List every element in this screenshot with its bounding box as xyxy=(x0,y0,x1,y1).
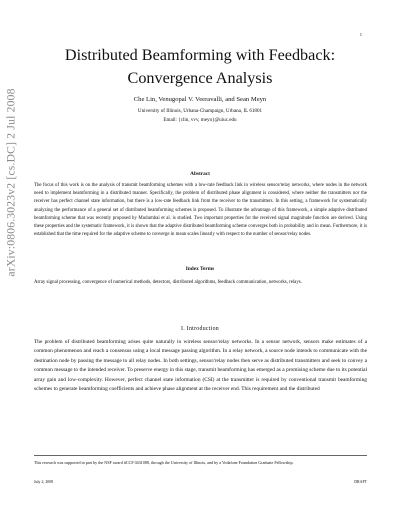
page-number: 1 xyxy=(359,32,362,37)
footer-date: July 2, 2008 xyxy=(34,480,54,484)
author-email: Email: {clin, vvv, meyn}@uiuc.edu xyxy=(163,117,237,123)
arxiv-stamp xyxy=(2,87,20,277)
abstract-heading: Abstract xyxy=(190,171,210,177)
index-terms-body: Array signal processing, convergence of numerical methods, detectors, distributed algorithms, feedback communication, networks, relays. xyxy=(34,280,302,285)
footer-draft-label: DRAFT xyxy=(354,480,367,484)
arxiv-identifier: arXiv:0806.3023v2 [cs.DC] 2 Jul 2008 xyxy=(4,87,18,277)
index-terms-heading: Index Terms xyxy=(185,266,215,272)
paper-title-line-1: Distributed Beamforming with Feedback: xyxy=(64,46,336,64)
abstract-body: The focus of this work is on the analysis of transmit beamforming schemes with a low-rate feedback link in wireless sensor/relay networks, where nodes in the network need to implement beamforming in a distributed manner. Specifically, the problem of distributed phase alignment is considered, where neither the transmitters nor the receiver has perfect channel state information, but there is a low-rate feedback link from the receiver to the transmitters. In this setting, a framework for systematically analyzing the performance of a general set of distributed beamforming schemes is proposed. To illustrate the advantage of this framework, a simple adaptive distributed beamforming scheme that was recently proposed by Mudumbai et al. is studied. Two important properties for the received signal magnitude function are derived. Using these properties and the systematic framework, it is shown that the adaptive distributed beamforming scheme converges both in probability and in mean. Furthermore, it is established that the time required for the adaptive scheme to converge in mean scales linearly with respect to the number of sensor/relay nodes. xyxy=(34,183,367,238)
introduction-body: The problem of distributed beamforming arises quite naturally in wireless sensor/relay networks. In a sensor network, sensors make estimates of a common phenomenon and reach a consensus using a local message passing algorithm. In a relay network, a source node intends to communicate with the destination node by passing the message to all relay nodes. In both settings, sensor/relay nodes then serve as distributed transmitters and seek to convey a common message to the intended receiver. To preserve energy in this stage, transmit beamforming has emerged as a promising scheme due to its potential array gain and low-complexity. However, perfect channel state information (CSI) at the transmitter is required by conventional transmit beamforming schemes to generate beamforming coefficients and achieve phase alignment at the receiver end. This requirement and the distributed xyxy=(34,339,367,393)
introduction-heading: I. Introduction xyxy=(181,326,219,332)
authors: Che Lin, Venugopal V. Veeravalli, and Sean Meyn xyxy=(133,96,267,103)
affiliation: University of Illinois, Urbana-Champaign, Urbana, IL 61801 xyxy=(137,108,263,114)
footnote-divider xyxy=(34,455,367,456)
paper-title-line-2: Convergence Analysis xyxy=(127,69,273,87)
funding-footnote: This research was supported in part by the NSF award #CCF 0431088, through the University of Illinois, and by a Vodafone Foundation Graduate Fellowship. xyxy=(34,460,294,465)
